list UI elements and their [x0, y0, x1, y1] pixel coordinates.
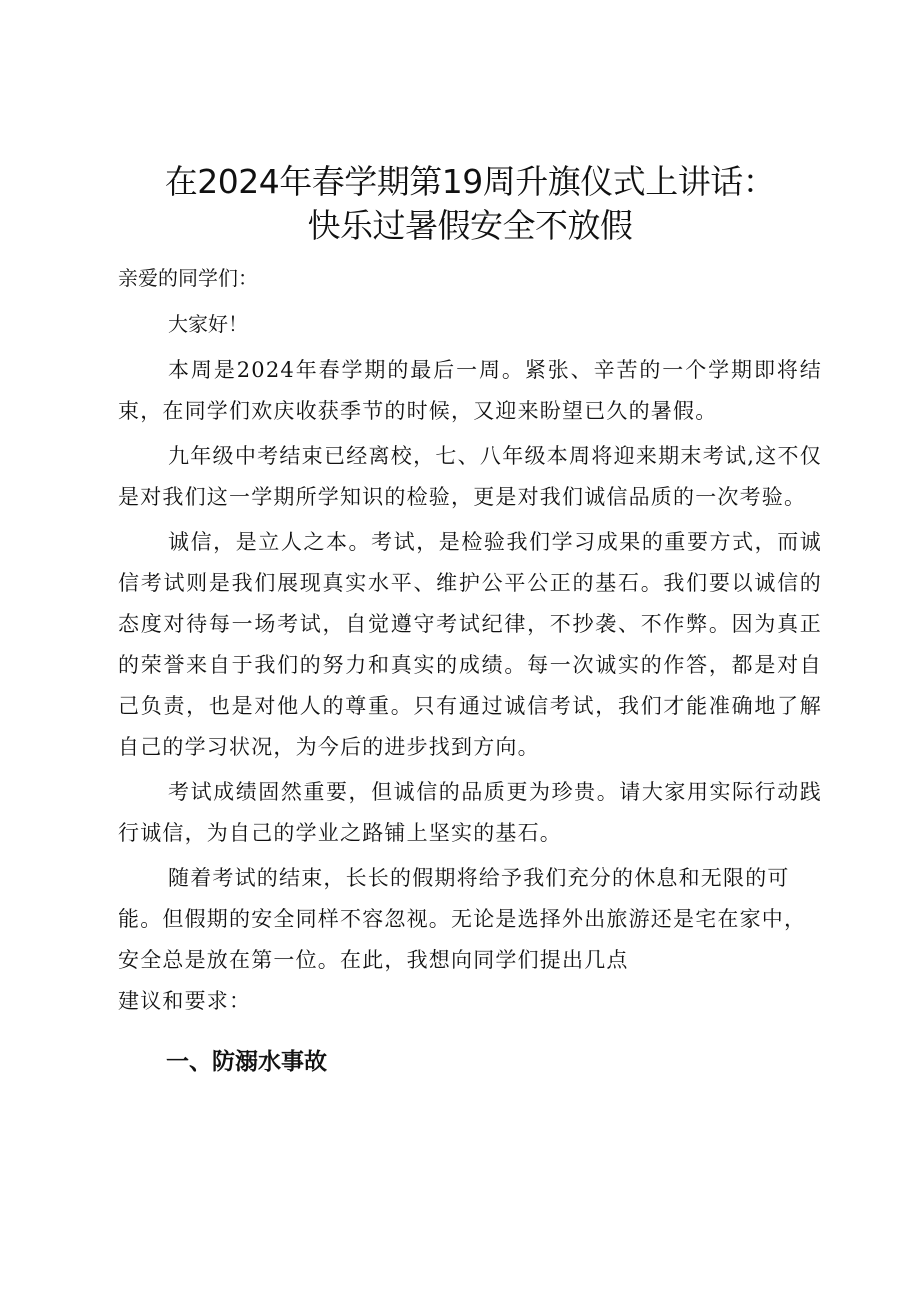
salutation: 亲爱的同学们： — [118, 266, 258, 290]
paragraph: 九年级中考结束已经离校，七、八年级本周将迎来期末考试,这不仅是对我们这一学期所学知识的检验，更是对我们诚信品质的一次考验。 — [118, 444, 822, 509]
paragraph: 随着考试的结束，长长的假期将给予我们充分的休息和无限的可能。但假期的安全同样不容忽视。无论是选择外出旅游还是宅在家中，安全总是放在第一位。在此，我想向同学们提出几点 — [118, 866, 807, 972]
document-title — [118, 160, 822, 248]
paragraph: 诚信，是立人之本。考试，是检验我们学习成果的重要方式，而诚信考试则是我们展现真实水平、维护公平公正的基石。我们要以诚信的态度对待每一场考试，自觉遵守考试纪律，不抄袭、不作弊。因为真正的荣誉来自于我们的努力和真实的成绩。每一次诚实的作答，都是对自己负责，也是对他人的尊重。只有通过诚信考试，我们才能准确地了解自己的学习状况，为今后的进步找到方向。 — [118, 530, 822, 759]
paragraph: 本周是2024年春学期的最后一周。紧张、辛苦的一个学期即将结束，在同学们欢庆收获季节的时候，又迎来盼望已久的暑假。 — [118, 358, 822, 423]
section-heading: 一、防溺水事故 — [166, 1049, 327, 1075]
title-line-2: 快乐过暑假安全不放假 — [307, 206, 633, 245]
title-line-1: 在2024年春学期第19周升旗仪式上讲话： — [164, 162, 776, 201]
paragraph: 考试成绩固然重要，但诚信的品质更为珍贵。请大家用实际行动践行诚信，为自己的学业之路铺上坚实的基石。 — [118, 780, 822, 845]
paragraph-continuation: 建议和要求： — [118, 989, 252, 1013]
greeting: 大家好！ — [168, 312, 248, 336]
